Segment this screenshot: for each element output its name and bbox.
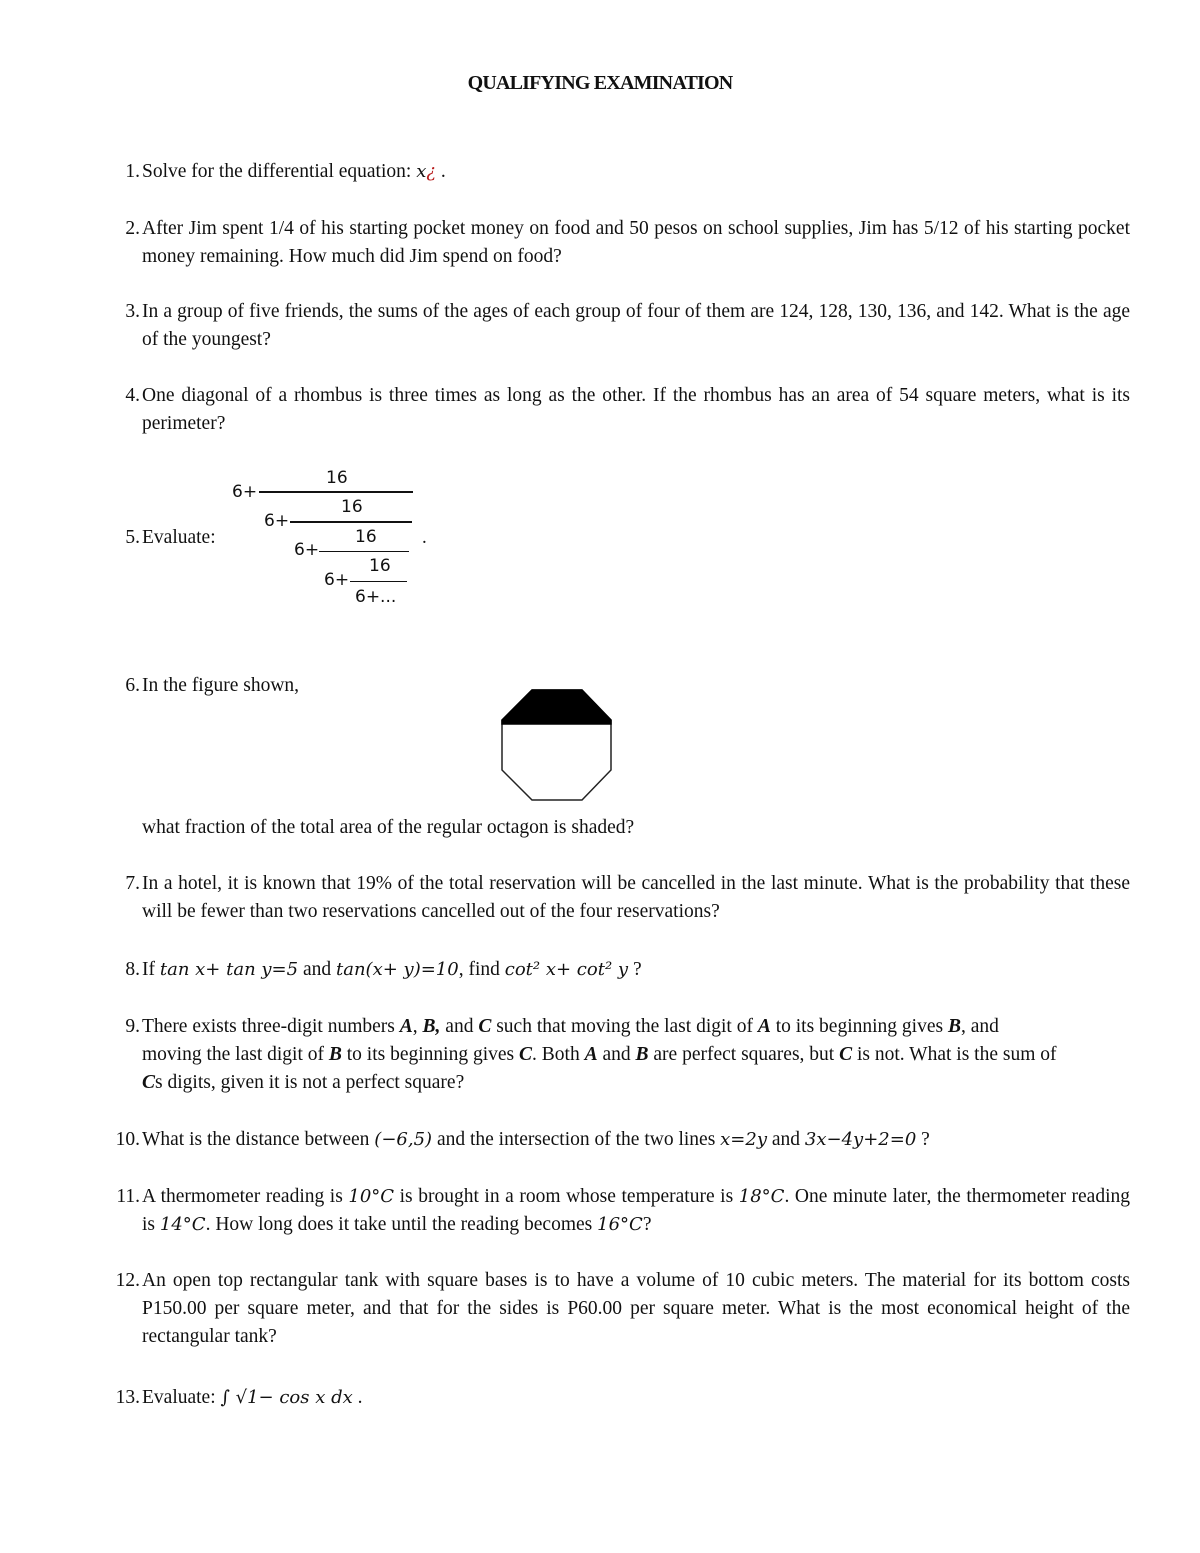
question-end: . [352,1387,363,1408]
question-text: is not. What is the sum of [852,1044,1057,1065]
question-text: Evaluate: [142,1387,221,1408]
question-10 [100,1126,1130,1154]
question-text: Evaluate: [142,527,216,548]
question-number: 11. [116,1186,140,1207]
fraction-term: 6+ [232,482,258,502]
question-text: are perfect squares, but [648,1044,840,1065]
math-expression: 18°C [738,1186,785,1207]
question-2 [100,215,1130,271]
question-number: 7. [125,873,140,894]
fraction-bar [290,521,412,523]
question-number: 6. [125,675,140,696]
question-number: 12. [115,1270,140,1291]
broken-glyph: ¿ [426,161,436,182]
question-number: 4. [125,385,140,406]
question-text: ? [916,1129,930,1150]
question-9 [100,1013,1060,1097]
math-expression: tan(x+ y)=10 [336,959,459,980]
math-expression: 3x−4y+2=0 [804,1129,917,1150]
question-number: 10. [115,1129,140,1150]
fraction-bar [350,581,407,582]
question-end: . [436,161,446,182]
fraction-numerator: 16 [326,468,348,488]
fraction-end-period: . [422,527,427,548]
question-text: , [412,1016,423,1037]
question-3 [100,298,1130,354]
question-text: In a hotel, it is known that 19% of the total reservation will be cancelled in the last minute. What is the probability that these will be fewer than two reservations cancelled out of the four reservations? [142,873,1130,922]
fraction-numerator: 16 [369,556,391,576]
question-text: What is the distance between [142,1129,375,1150]
fraction-bar [319,551,409,552]
question-text: ? [642,1214,652,1235]
fraction-term: 6+ [294,540,320,560]
question-text: , and moving the last digit of [142,1016,999,1065]
question-text: ? [628,959,642,980]
question-6 [100,672,1130,700]
fraction-tail: 6+... [355,587,397,607]
question-number: 13. [115,1387,140,1408]
variable-a: A [399,1016,413,1037]
question-text: Solve for the differential equation: [142,161,417,182]
question-text: . How long does it take until the reading becomes [205,1214,598,1235]
question-text: After Jim spent 1/4 of his starting pocket money on food and 50 pesos on school supplies, Jim has 5/12 of his starting pocket money remaining. How much did Jim spend on food? [142,218,1130,267]
question-text: what fraction of the total area of the regular octagon is shaded? [142,817,635,838]
question-number: 9. [125,1016,140,1037]
variable-c: C [519,1044,533,1065]
question-number: 3. [125,301,140,322]
question-13 [100,1384,1130,1412]
question-text: and [597,1044,636,1065]
question-text: is brought in a room whose temperature is [394,1186,739,1207]
variable-c: C [478,1016,492,1037]
question-text: . Both [532,1044,585,1065]
fraction-term: 6+ [264,511,290,531]
question-text: and the intersection of the two lines [432,1129,721,1150]
question-text: If [142,959,160,980]
variable-b: B [635,1044,649,1065]
question-text: In the figure shown, [142,675,300,696]
page-title: QUALIFYING EXAMINATION [467,72,733,94]
question-text: and [298,959,336,980]
math-expression: tan x+ tan y=5 [159,959,299,980]
question-text: An open top rectangular tank with square bases is to have a volume of 10 cubic meters. The material for its bottom costs P150.00 per square meter, and that for the sides is P60.00 per square meter. What is the most economical height of the rectangular tank? [142,1270,1130,1347]
octagon-figure [500,688,614,802]
question-text: A thermometer reading is [142,1186,349,1207]
question-text: to its beginning gives [341,1044,519,1065]
question-text: and [767,1129,805,1150]
question-11 [100,1183,1130,1239]
question-text: There exists three-digit numbers [142,1016,400,1037]
math-expression: x=2y [720,1129,768,1150]
question-text: . One minute later, the thermometer reading is [142,1186,1130,1235]
question-number: 8. [125,959,140,980]
fraction-bar [259,491,413,493]
variable-c: C [839,1044,853,1065]
fraction-term: 6+ [324,570,350,590]
variable-a: A [584,1044,598,1065]
question-7 [100,870,1130,926]
fraction-numerator: 16 [341,497,363,517]
question-text: , find [458,959,505,980]
question-text: s digits, given it is not a perfect square? [155,1072,465,1093]
question-number: 1. [125,161,140,182]
math-expression: 16°C [597,1214,643,1235]
variable-c: C [142,1072,156,1093]
question-text: such that moving the last digit of [491,1016,758,1037]
variable-b: B [328,1044,342,1065]
math-expression: (−6,5) [374,1129,433,1150]
math-expression: cot² x+ cot² y [504,959,629,980]
question-12 [100,1267,1130,1351]
question-text: One diagonal of a rhombus is three times as long as the other. If the rhombus has an area of 54 square meters, what is its perimeter? [142,385,1130,434]
question-6-continued [100,814,1130,842]
integral-expression: ∫ √1− cos x dx [220,1387,353,1408]
question-text: In a group of five friends, the sums of the ages of each group of four of them are 124, 128, 130, 136, and 142. What is the age of the youngest? [142,301,1130,350]
question-1 [100,158,1130,186]
variable-a: A [757,1016,771,1037]
question-5 [100,524,1130,552]
question-text: and [440,1016,479,1037]
math-expression: 14°C [159,1214,206,1235]
question-number: 5. [125,527,140,548]
math-expression: x [416,161,427,182]
variable-b: B, [422,1016,441,1037]
math-expression: 10°C [348,1186,395,1207]
question-8 [100,956,1130,984]
fraction-numerator: 16 [355,527,377,547]
variable-b: B [947,1016,961,1037]
question-number: 2. [125,218,140,239]
shaded-region [502,690,611,724]
question-4 [100,382,1130,438]
question-text: to its beginning gives [770,1016,948,1037]
